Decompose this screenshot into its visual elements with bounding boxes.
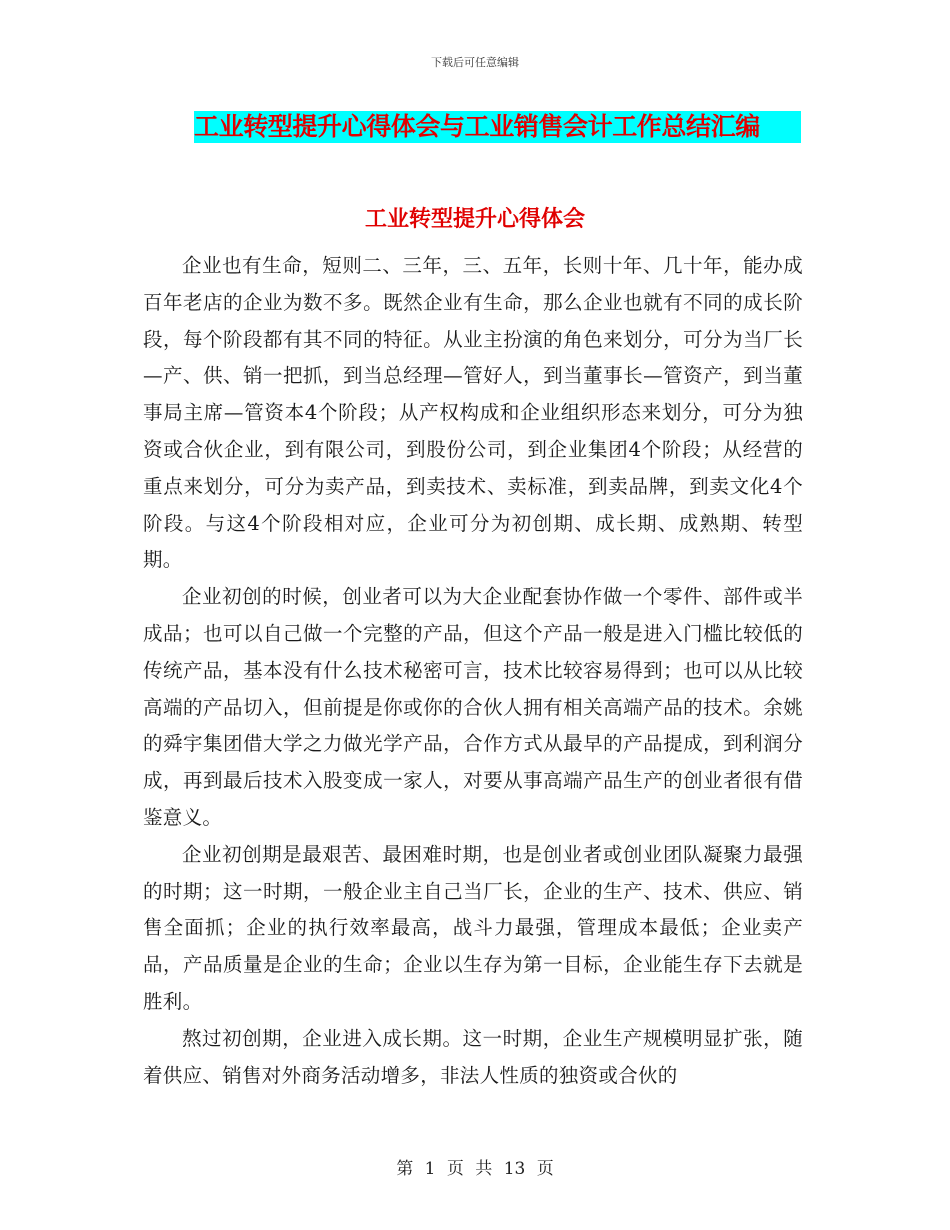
header-note: 下载后可任意编辑 <box>431 56 519 69</box>
section-title: 工业转型提升心得体会 <box>364 207 585 232</box>
paragraph: 企业也有生命，短则二、三年，三、五年，长则十年、几十年，能办成百年老店的企业为数不多。既然企业有生命，那么企业也就有不同的成长阶段，每个阶段都有其不同的特征。从业主扮演的角色来划分，可分为当厂长—产、供、销一把抓，到当总经理—管好人，到当董事长—管资产，到当董事局主席—管资本4个阶段；从产权构成和企业组织形态来划分，可分为独资或合伙企业，到有限公司，到股份公司，到企业集团4个阶段；从经营的重点来划分，可分为卖产品，到卖技术、卖标准，到卖品牌，到卖文化4个阶段。与这4个阶段相对应，企业可分为初创期、成长期、成熟期、转型期。 <box>143 254 803 572</box>
body-text <box>143 248 803 1094</box>
paragraph: 企业初创期是最艰苦、最困难时期，也是创业者或创业团队凝聚力最强的时期；这一时期，一般企业主自己当厂长，企业的生产、技术、供应、销售全面抓；企业的执行效率最高，战斗力最强，管理成本最低；企业卖产品，产品质量是企业的生命；企业以生存为第一目标，企业能生存下去就是胜利。 <box>143 842 803 1013</box>
paragraph: 企业初创的时候，创业者可以为大企业配套协作做一个零件、部件或半成品；也可以自己做一个完整的产品，但这个产品一般是进入门槛比较低的传统产品，基本没有什么技术秘密可言，技术比较容易得到；也可以从比较高端的产品切入，但前提是你或你的合伙人拥有相关高端产品的技术。余姚的舜宇集团借大学之力做光学产品，合作方式从最早的产品提成，到利润分成，再到最后技术入股变成一家人，对要从事高端产品生产的创业者很有借鉴意义。 <box>143 585 803 829</box>
page-footer: 第 1 页 共 13 页 <box>396 1159 554 1179</box>
paragraph: 熬过初创期，企业进入成长期。这一时期，企业生产规模明显扩张，随着供应、销售对外商务活动增多，非法人性质的独资或合伙的 <box>143 1026 803 1087</box>
document-title: 工业转型提升心得体会与工业销售会计工作总结汇编 <box>194 111 801 143</box>
